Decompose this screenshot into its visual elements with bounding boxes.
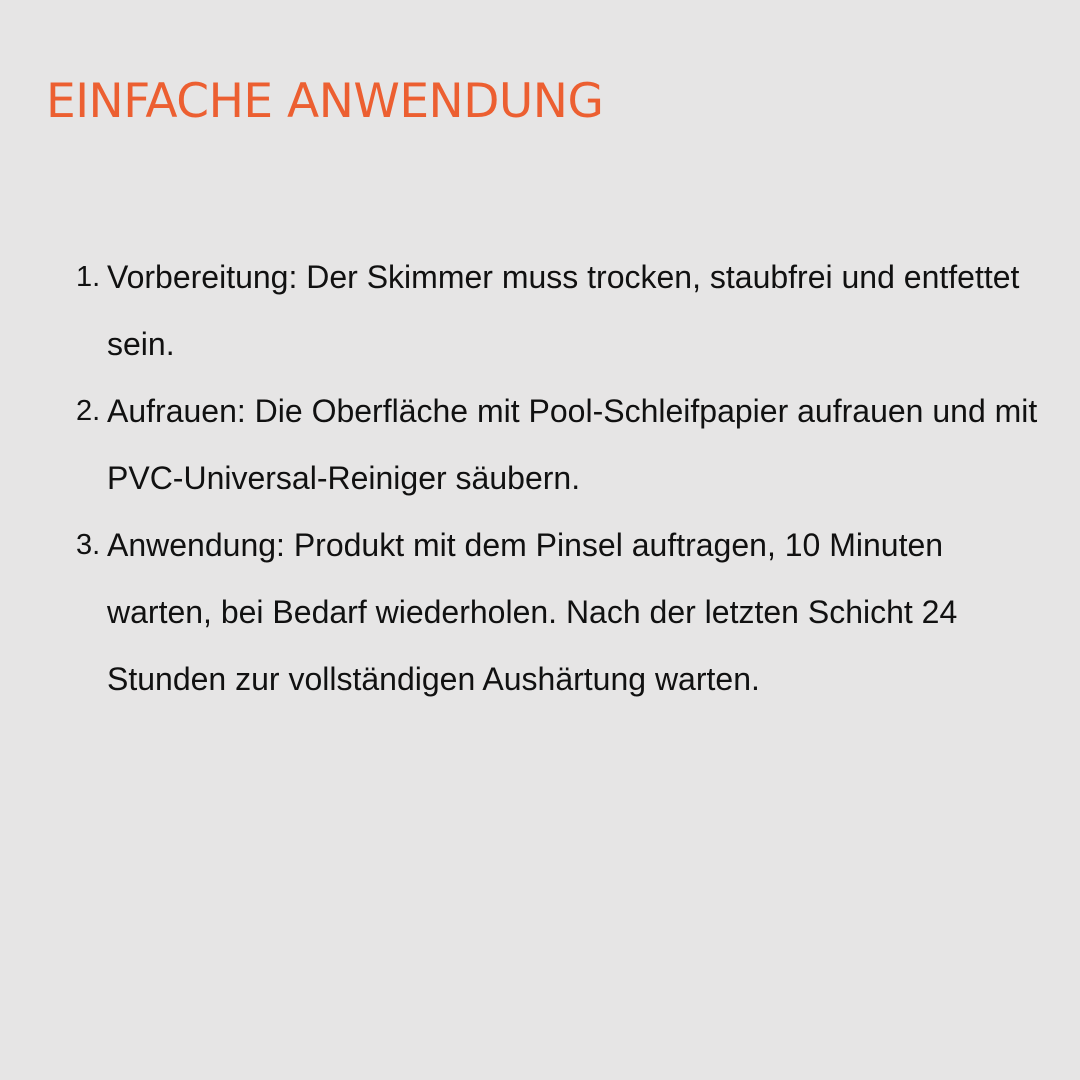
step-preparation — [76, 244, 1046, 378]
instruction-steps-list — [76, 244, 1046, 713]
step-roughen — [76, 378, 1046, 512]
step-number: 1. — [76, 261, 101, 293]
step-text: Aufrauen: Die Oberfläche mit Pool-Schleifpapier aufrauen und mit PVC-Universal-Reiniger säubern. — [107, 393, 1038, 496]
step-number: 3. — [76, 529, 101, 561]
step-text: Vorbereitung: Der Skimmer muss trocken, staubfrei und entfettet sein. — [107, 259, 1020, 362]
page-title: EINFACHE ANWENDUNG — [46, 74, 604, 129]
step-number: 2. — [76, 395, 101, 427]
step-application — [76, 512, 1046, 713]
step-text: Anwendung: Produkt mit dem Pinsel auftragen, 10 Minuten warten, bei Bedarf wiederholen. Nach der letzten Schicht 24 Stunden zur vollständigen Aushärtung warten. — [107, 527, 958, 697]
